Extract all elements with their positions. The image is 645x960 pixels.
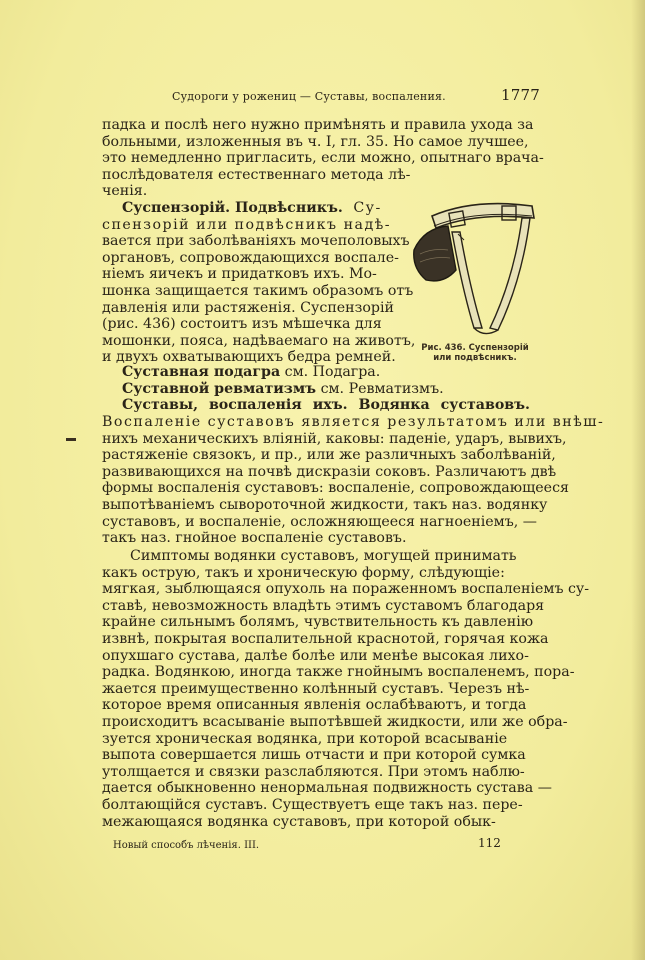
text-line: нихъ механическихъ вліяній, каковы: паденіе, ударъ, вывихъ, bbox=[102, 430, 567, 447]
entry-term: Суставной ревматизмъ bbox=[122, 380, 317, 397]
text-line: суставовъ, и воспаленіе, осложняющееся нагноеніемъ, — bbox=[102, 513, 537, 530]
text-line: утолщается и связки разслабляются. При этомъ наблю- bbox=[102, 763, 525, 780]
running-header bbox=[100, 88, 542, 106]
text-line: развивающихся на почвѣ дискразіи соковъ. Различаютъ двѣ bbox=[102, 463, 557, 480]
entry-term: Суставная подагра bbox=[122, 364, 281, 380]
text-line: Симптомы водянки суставовъ, могущей принимать bbox=[130, 548, 517, 564]
text-line: какъ острую, такъ и хроническую форму, слѣдующіе: bbox=[102, 564, 505, 581]
text-line: выпотѣваніемъ сывороточной жидкости, такъ наз. водянку bbox=[102, 496, 548, 513]
text-line: это немедленно пригласить, если можно, опытнаго врача- bbox=[102, 150, 544, 167]
text-line: (рис. 436) состоитъ изъ мѣшечка для bbox=[102, 316, 382, 333]
text-line: ченія. bbox=[102, 183, 148, 200]
text-line: падка и послѣ него нужно примѣнять и правила ухода за bbox=[102, 117, 534, 133]
suspensory-illustration bbox=[404, 188, 546, 360]
text-fragment: Су- bbox=[353, 200, 382, 216]
text-line: такъ наз. гнойное воспаленіе суставовъ. bbox=[102, 530, 407, 547]
entry-heading: Суставы, воспаленія ихъ. Водянка суставовъ. bbox=[122, 397, 530, 414]
text-line: растяженіе связокъ, и пр., или же различныхъ заболѣваній, bbox=[102, 447, 556, 464]
caption-line: Рис. 436. Суспензорій bbox=[421, 343, 529, 353]
entry-reference: см. Подагра. bbox=[280, 364, 381, 380]
text-line: и двухъ охватывающихъ бедра ремней. bbox=[102, 349, 396, 366]
entry-reference: см. Ревматизмъ. bbox=[316, 380, 444, 397]
figure-caption bbox=[404, 344, 546, 363]
text-line: ніемъ яичекъ и придатковъ ихъ. Мо- bbox=[102, 266, 377, 283]
paragraph-suspensory bbox=[102, 200, 416, 366]
text-line: дается обыкновенно ненормальная подвижность сустава — bbox=[102, 780, 552, 797]
margin-mark bbox=[66, 438, 76, 441]
running-title: Судороги у рожениц — Суставы, воспаления. bbox=[172, 90, 446, 103]
text-line: выпота совершается лишь отчасти и при которой сумка bbox=[102, 747, 526, 764]
text-line: крайне сильнымъ болямъ, чувствительность къ давленію bbox=[102, 614, 534, 631]
entry-heading: Суспензорій. Подвѣсникъ. bbox=[122, 200, 343, 216]
text-line: мошонки, пояса, надѣваемаго на животъ, bbox=[102, 332, 416, 349]
entry-heading-line bbox=[102, 200, 398, 217]
text-line: формы воспаленія суставовъ: воспаленіе, сопровождающееся bbox=[102, 480, 569, 497]
text-line: межающаяся водянка суставовъ, при которой обык- bbox=[102, 813, 496, 830]
text-line: органовъ, сопровождающихся воспале- bbox=[102, 249, 399, 266]
paragraph-symptoms bbox=[102, 548, 590, 830]
text-line: зуется хроническая водянка, при которой всасываніе bbox=[102, 730, 508, 747]
text-line: которое время описанныя явленія ослабѣваютъ, и тогда bbox=[102, 697, 527, 714]
text-line: жается преимущественно колѣнный суставъ. Черезъ нѣ- bbox=[102, 680, 530, 697]
text-line: больными, изложенныя въ ч. I, гл. 35. Но самое лучшее, bbox=[102, 133, 529, 150]
text-line: опухшаго сустава, далѣе болѣе или менѣе высокая лихо- bbox=[102, 647, 529, 664]
footer-signature: 112 bbox=[478, 836, 501, 850]
text-line: шонка защищается такимъ образомъ отъ bbox=[102, 282, 414, 299]
text-fragment: Воспаленіе суставовъ является результатомъ или внѣш- bbox=[102, 414, 605, 430]
text-line: извнѣ, покрытая воспалительной краснотой, горячая кожа bbox=[102, 630, 549, 647]
caption-line: или подвѣсникъ. bbox=[433, 352, 517, 363]
text-line bbox=[102, 414, 605, 431]
text-line: ставѣ, невозможность владѣть этимъ суставомъ благодаря bbox=[102, 597, 545, 614]
text-line: давленія или растяженія. Суспензорій bbox=[102, 299, 394, 316]
text-line: послѣдователя естественнаго метода лѣ- bbox=[102, 166, 411, 183]
text-line: радка. Водянкою, иногда также гнойнымъ воспаленемъ, пора- bbox=[102, 664, 575, 681]
text-line: болтающійся суставъ. Существуетъ еще такъ наз. пере- bbox=[102, 796, 523, 813]
text-line: вается при заболѣваніяхъ мочеполовыхъ bbox=[102, 233, 410, 250]
page-number: 1777 bbox=[501, 86, 540, 104]
footer-book-title: Новый способъ лѣченія. III. bbox=[113, 840, 260, 851]
entry-gout bbox=[122, 364, 542, 414]
text-line: происходитъ всасываніе выпотѣвшей жидкости, или же обра- bbox=[102, 713, 568, 730]
text-line: спензорій или подвѣсникъ надѣ- bbox=[102, 216, 392, 233]
paragraph-joints bbox=[102, 414, 605, 547]
text-line: мягкая, зыблющаяся опухоль на пораженномъ воспаленіемъ су- bbox=[102, 581, 590, 598]
